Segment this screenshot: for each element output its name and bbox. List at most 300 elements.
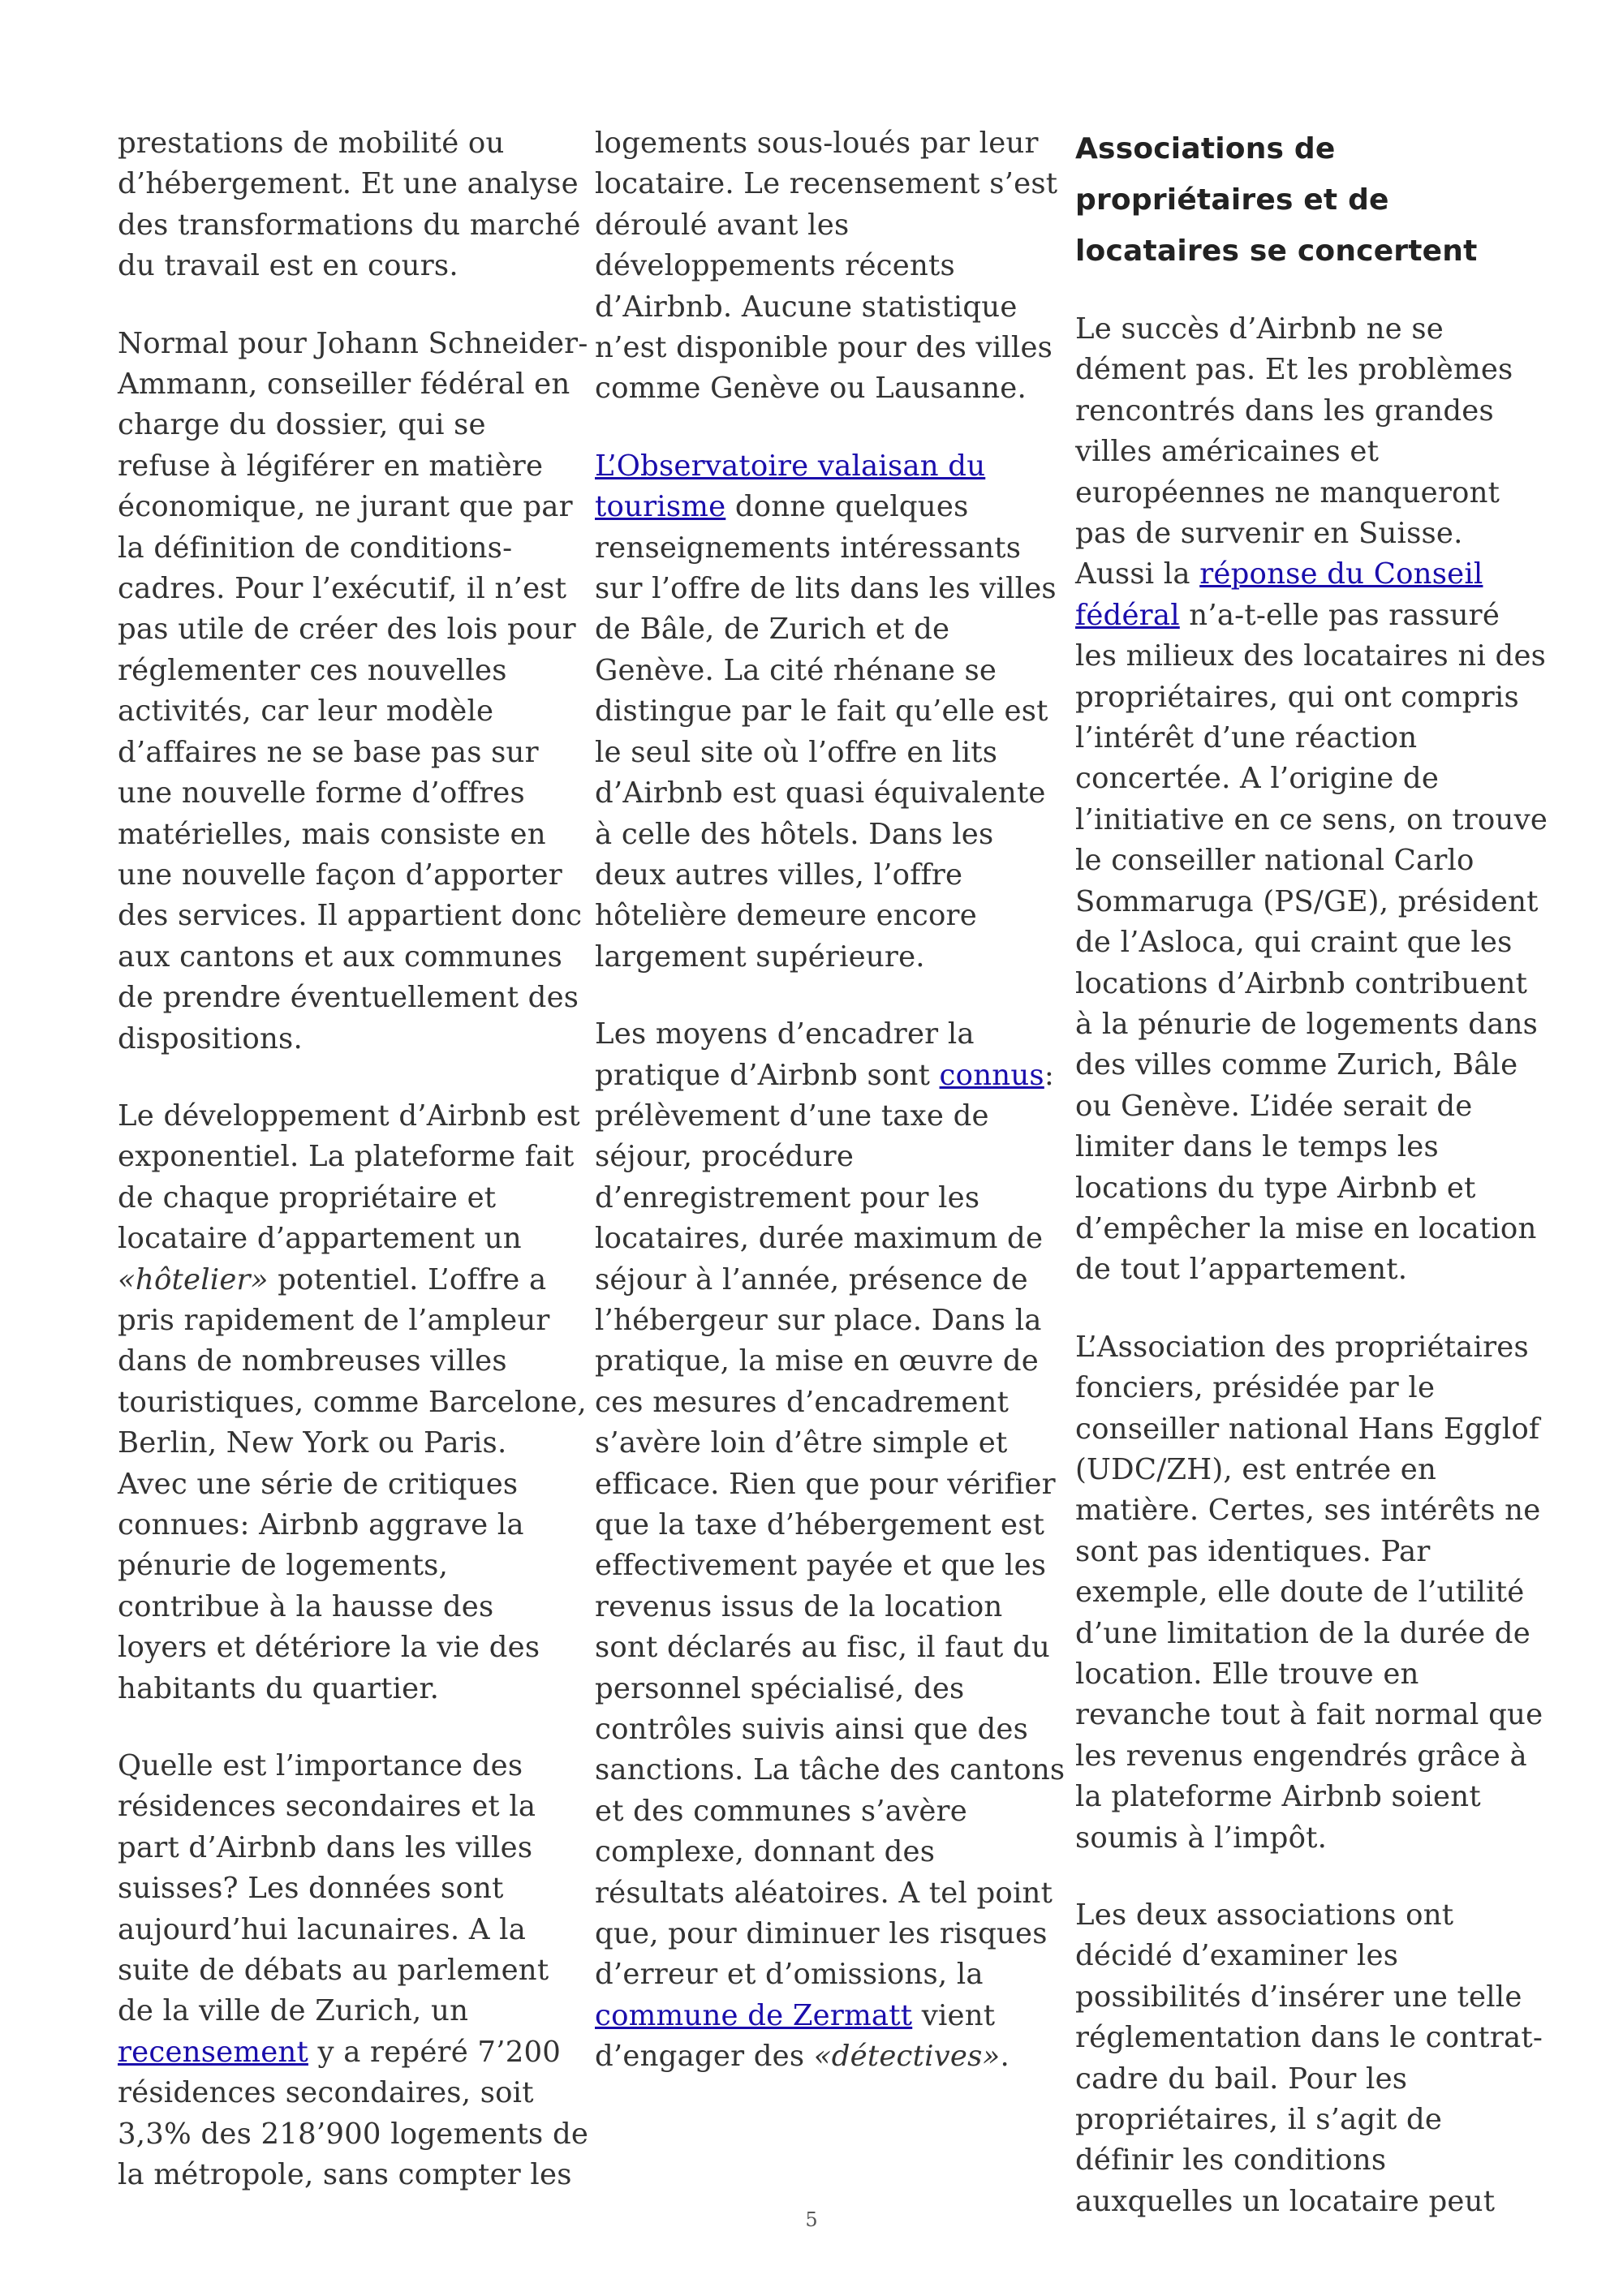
text-line xyxy=(595,1423,1040,1464)
text-segment: dispositions. xyxy=(118,1021,303,1056)
text-segment: séjour, procédure xyxy=(595,1140,855,1174)
text-line xyxy=(1075,882,1539,922)
text-line xyxy=(1075,226,1526,277)
text-line xyxy=(595,937,1040,978)
text-line xyxy=(1075,1450,1526,1490)
text-line xyxy=(118,205,581,246)
text-segment: de Bâle, de Zurich et de xyxy=(595,613,950,647)
text-segment: logements sous-loués par leur xyxy=(595,127,1039,160)
text-line xyxy=(595,205,1040,246)
text-segment: possibilités d’insérer une telle xyxy=(1075,1980,1522,2014)
text-segment: pratique d’Airbnb sont xyxy=(595,1058,940,1092)
text-segment: définir les conditions xyxy=(1075,2143,1387,2178)
text-line xyxy=(1075,1977,1526,2018)
text-segment: de l’Asloca, qui craint que les xyxy=(1075,926,1513,960)
article-column-2 xyxy=(595,123,1065,2114)
text-segment: largement supérieure. xyxy=(595,939,925,974)
paragraph xyxy=(1075,1895,1543,2222)
text-segment: effectivement payée et que les xyxy=(595,1549,1047,1583)
text-segment: sont déclarés au fisc, il faut du xyxy=(595,1631,1050,1665)
text-line xyxy=(118,164,579,204)
text-segment: (UDC/ZH), est entrée en xyxy=(1075,1452,1437,1486)
text-line xyxy=(1075,1045,1526,1086)
text-line xyxy=(595,1341,1040,1382)
text-segment: des transformations du marché xyxy=(118,208,581,242)
text-line xyxy=(118,1991,560,2032)
text-segment: de prendre éventuellement des xyxy=(118,981,579,1015)
text-segment: des villes comme Zurich, Bâle xyxy=(1075,1048,1518,1082)
text-segment: pas utile de créer des lois pour xyxy=(118,613,576,647)
text-segment: locations du type Airbnb et xyxy=(1075,1171,1476,1205)
text-line xyxy=(595,287,1040,328)
text-segment: déroulé avant les xyxy=(595,208,850,242)
text-segment: une nouvelle façon d’apporter xyxy=(118,858,562,892)
text-segment: efficace. Rien que pour vérifier xyxy=(595,1467,1056,1501)
text-line xyxy=(595,733,1040,773)
text-segment: matière. Certes, ses intérêts ne xyxy=(1075,1494,1541,1528)
text-segment: locataire. Le recensement s’est xyxy=(595,167,1058,201)
text-segment: des services. Il appartient donc xyxy=(118,899,583,933)
text-segment: soumis à l’impôt. xyxy=(1075,1821,1328,1855)
text-line xyxy=(595,1382,1040,1423)
text-segment: propriétaires et de xyxy=(1075,183,1389,217)
text-segment: matérielles, mais consiste en xyxy=(118,817,546,851)
text-segment: décidé d’examiner les xyxy=(1075,1939,1399,1973)
text-segment: villes américaines et xyxy=(1075,435,1380,469)
text-line xyxy=(595,691,1048,732)
text-segment: locataire d’appartement un xyxy=(118,1222,522,1256)
text-line xyxy=(118,2114,589,2155)
text-line xyxy=(595,1464,1056,1505)
text-line xyxy=(118,123,560,164)
text-segment: propriétaires, qui ont compris xyxy=(1075,680,1519,714)
text-line xyxy=(118,1669,560,1709)
text-line xyxy=(118,937,563,978)
text-segment: Quelle est l’importance des xyxy=(118,1749,523,1783)
text-line xyxy=(1075,800,1548,841)
text-line xyxy=(595,773,1046,814)
text-line xyxy=(118,1260,560,1301)
text-segment: contrôles suivis ainsi que des xyxy=(595,1713,1029,1747)
text-line xyxy=(118,1341,560,1382)
text-segment: d’engager des xyxy=(595,2040,814,2074)
text-segment: réglementer ces nouvelles xyxy=(118,653,507,687)
text-line xyxy=(1075,1572,1526,1613)
text-segment: contribue à la hausse des xyxy=(118,1589,494,1623)
paragraph xyxy=(118,1096,587,1709)
text-line xyxy=(118,815,560,855)
text-line xyxy=(595,123,1040,164)
text-line xyxy=(595,1914,1048,1954)
text-segment: Avec une série de critiques xyxy=(118,1467,519,1501)
text-line xyxy=(1075,1086,1526,1127)
text-line xyxy=(1075,1777,1526,1817)
italic-text: «détectives» xyxy=(813,2040,1001,2074)
text-line xyxy=(1075,309,1526,350)
text-line xyxy=(595,1587,1040,1627)
text-segment: sanctions. La tâche des cantons xyxy=(595,1753,1065,1787)
text-line xyxy=(118,1828,560,1868)
text-line xyxy=(595,368,1040,409)
text-segment: Associations de xyxy=(1075,132,1336,166)
text-segment: d’Airbnb est quasi équivalente xyxy=(595,776,1046,810)
text-line xyxy=(1075,718,1526,759)
text-line xyxy=(118,405,560,445)
text-line xyxy=(595,896,1040,936)
text-line xyxy=(1075,1490,1541,1531)
text-segment: du travail est en cours. xyxy=(118,249,458,283)
paragraph xyxy=(1075,1327,1543,1859)
text-segment: d’affaires ne se base pas sur xyxy=(118,735,539,769)
text-segment: pas de survenir en Suisse. xyxy=(1075,517,1463,551)
text-segment: L’Association des propriétaires xyxy=(1075,1330,1529,1364)
text-line xyxy=(118,2073,560,2113)
text-line xyxy=(118,1627,560,1668)
text-line xyxy=(595,569,1057,609)
text-segment: sont pas identiques. Par xyxy=(1075,1534,1431,1568)
text-segment: rencontrés dans les grandes xyxy=(1075,393,1494,428)
text-line xyxy=(595,1954,1040,1995)
text-segment: locations d’Airbnb contribuent xyxy=(1075,966,1528,1000)
text-segment: sur l’offre de lits dans les villes xyxy=(595,572,1057,606)
text-line xyxy=(595,1178,1040,1219)
text-segment: y a repéré 7’200 xyxy=(308,2035,562,2069)
text-line xyxy=(1075,1004,1539,1045)
text-line xyxy=(595,246,1040,286)
text-segment: Le développement d’Airbnb est xyxy=(118,1099,580,1133)
text-line xyxy=(595,1505,1045,1546)
text-segment: loyers et détériore la vie des xyxy=(118,1631,540,1665)
text-line xyxy=(595,1996,1040,2036)
text-line xyxy=(1075,1818,1526,1859)
text-line xyxy=(118,1587,560,1627)
text-line xyxy=(1075,841,1526,881)
text-line xyxy=(118,2032,560,2073)
text-line xyxy=(595,1014,1040,1055)
text-segment: l’initiative en ce sens, on trouve xyxy=(1075,802,1548,836)
text-segment: conseiller national Hans Egglof xyxy=(1075,1412,1540,1446)
text-segment: prélèvement d’une taxe de xyxy=(595,1099,989,1133)
text-line xyxy=(595,1709,1040,1750)
text-line xyxy=(118,246,560,286)
inline-link[interactable]: connus xyxy=(939,1058,1044,1092)
text-segment: propriétaires, il s’agit de xyxy=(1075,2103,1443,2137)
paragraph xyxy=(595,1014,1065,2078)
text-line xyxy=(118,1137,575,1177)
text-line xyxy=(595,1669,1040,1709)
text-segment: économique, ne jurant que par xyxy=(118,490,573,524)
text-segment: touristiques, comme Barcelone, xyxy=(118,1385,587,1419)
inline-link[interactable]: commune de Zermatt xyxy=(595,1998,913,2032)
text-line xyxy=(1075,1409,1540,1450)
text-line xyxy=(118,773,560,814)
text-segment: réglementation dans le contrat- xyxy=(1075,2021,1543,2055)
text-line xyxy=(118,691,560,732)
text-line xyxy=(118,1868,560,1909)
text-segment: de chaque propriétaire et xyxy=(118,1180,497,1215)
text-line xyxy=(118,1786,560,1827)
text-line xyxy=(1075,922,1526,963)
text-line xyxy=(1075,554,1526,595)
article-column-3 xyxy=(1075,123,1548,2259)
text-segment: suite de débats au parlement xyxy=(118,1954,549,1988)
text-segment: renseignements intéressants xyxy=(595,531,1022,565)
text-segment: pénurie de logements, xyxy=(118,1549,449,1583)
text-line xyxy=(595,1832,1040,1872)
text-segment: l’intérêt d’une réaction xyxy=(1075,721,1418,755)
text-line xyxy=(1075,1695,1543,1735)
text-segment: limiter dans le temps les xyxy=(1075,1130,1439,1164)
text-line xyxy=(118,1950,560,1991)
text-segment: que, pour diminuer les risques xyxy=(595,1917,1048,1951)
text-line xyxy=(1075,1127,1526,1167)
text-segment: comme Genève ou Lausanne. xyxy=(595,372,1027,406)
text-segment: Berlin, New York ou Paris. xyxy=(118,1426,507,1460)
text-segment: d’erreur et d’omissions, la xyxy=(595,1958,984,1992)
text-segment: activités, car leur modèle xyxy=(118,694,494,729)
text-line xyxy=(118,1910,560,1950)
text-line xyxy=(118,1423,560,1464)
text-line xyxy=(118,609,576,650)
text-line xyxy=(595,164,1058,204)
text-segment: résidences secondaires, soit xyxy=(118,2076,534,2110)
text-segment: d’Airbnb. Aucune statistique xyxy=(595,290,1018,324)
text-segment: les milieux des locataires ni des xyxy=(1075,639,1547,673)
text-segment: aux cantons et aux communes xyxy=(118,939,563,974)
text-segment: Sommaruga (PS/GE), président xyxy=(1075,884,1539,918)
text-line xyxy=(1075,473,1526,514)
text-segment: résidences secondaires et la xyxy=(118,1790,536,1824)
text-line xyxy=(595,487,1040,527)
text-line xyxy=(118,2155,572,2195)
text-line xyxy=(1075,1614,1530,1654)
text-segment: d’enregistrement pour les xyxy=(595,1180,980,1215)
text-segment: fonciers, présidée par le xyxy=(1075,1371,1436,1405)
text-line xyxy=(595,1056,1054,1096)
text-segment: revanche tout à fait normal que xyxy=(1075,1698,1543,1732)
text-segment: refuse à légiférer en matière xyxy=(118,449,544,483)
paragraph xyxy=(118,324,588,1060)
text-line xyxy=(118,528,560,569)
text-segment: part d’Airbnb dans les villes xyxy=(118,1830,533,1864)
text-line xyxy=(118,569,567,609)
text-segment: habitants du quartier. xyxy=(118,1671,440,1705)
text-segment: hôtelière demeure encore xyxy=(595,899,977,933)
inline-link[interactable]: fédéral xyxy=(1075,598,1180,632)
page-number: 5 xyxy=(805,2208,818,2231)
text-line xyxy=(118,651,560,691)
text-line xyxy=(118,487,573,527)
text-line xyxy=(595,1260,1040,1301)
text-segment: de la ville de Zurich, un xyxy=(118,1994,469,2028)
text-line xyxy=(595,1750,1065,1791)
text-segment: n’est disponible pour des villes xyxy=(595,331,1053,365)
paragraph xyxy=(595,446,1057,978)
inline-link[interactable]: recensement xyxy=(118,2035,308,2069)
text-segment: résultats aléatoires. A tel point xyxy=(595,1876,1053,1910)
section-heading xyxy=(1075,123,1526,277)
text-line xyxy=(595,1096,1040,1137)
text-line xyxy=(118,1096,580,1137)
text-segment: européennes ne manqueront xyxy=(1075,475,1500,510)
text-line xyxy=(1075,1249,1526,1290)
text-line xyxy=(1075,1654,1526,1695)
text-segment: complexe, donnant des xyxy=(595,1835,936,1869)
text-segment: Aussi la xyxy=(1075,557,1200,591)
text-segment: distingue par le fait qu’elle est xyxy=(595,694,1048,729)
text-line xyxy=(1075,2140,1526,2181)
text-segment: le conseiller national Carlo xyxy=(1075,844,1474,878)
text-line xyxy=(1075,174,1526,226)
text-line xyxy=(118,855,560,896)
text-segment: d’une limitation de la durée de xyxy=(1075,1616,1530,1650)
text-line xyxy=(1075,1368,1526,1408)
text-line xyxy=(1075,1736,1526,1777)
text-segment: l’hébergeur sur place. Dans la xyxy=(595,1303,1042,1337)
text-segment: la métropole, sans compter les xyxy=(118,2158,572,2192)
text-segment: dément pas. Et les problèmes xyxy=(1075,353,1513,387)
text-line xyxy=(595,651,1040,691)
text-segment: : xyxy=(1044,1058,1054,1092)
paragraph xyxy=(118,1746,589,2195)
text-line xyxy=(118,324,588,364)
text-line xyxy=(1075,1895,1526,1936)
text-line xyxy=(118,978,579,1018)
text-line xyxy=(1075,964,1526,1004)
text-line xyxy=(595,1546,1047,1586)
text-line xyxy=(1075,1327,1529,1368)
text-segment: revenus issus de la location xyxy=(595,1589,1003,1623)
text-line xyxy=(118,1746,560,1786)
text-line xyxy=(118,733,560,773)
inline-link[interactable]: L’Observatoire valaisan du xyxy=(595,449,986,483)
text-segment: les revenus engendrés grâce à xyxy=(1075,1739,1527,1773)
text-line xyxy=(595,855,1040,896)
text-line xyxy=(595,1137,1040,1177)
text-segment: la définition de conditions- xyxy=(118,531,513,565)
text-segment: exponentiel. La plateforme fait xyxy=(118,1140,575,1174)
text-segment: d’hébergement. Et une analyse xyxy=(118,167,579,201)
text-segment: donne quelques xyxy=(725,490,969,524)
text-line xyxy=(118,1382,587,1423)
text-line xyxy=(595,2036,1040,2077)
text-line xyxy=(118,364,570,405)
text-line xyxy=(1075,677,1526,718)
text-segment: vient xyxy=(912,1998,996,2032)
text-segment: n’a-t-elle pas rassuré xyxy=(1179,598,1500,632)
text-segment: pratique, la mise en œuvre de xyxy=(595,1344,1039,1378)
text-segment: développements récents xyxy=(595,249,955,283)
text-segment: . xyxy=(1000,2040,1010,2074)
text-segment: concertée. A l’origine de xyxy=(1075,762,1440,796)
text-line xyxy=(118,1464,560,1505)
text-segment: cadres. Pour l’exécutif, il n’est xyxy=(118,572,567,606)
text-segment: Normal pour Johann Schneider- xyxy=(118,326,588,360)
text-line xyxy=(118,1301,560,1341)
inline-link[interactable]: réponse du Conseil xyxy=(1199,557,1483,591)
text-line xyxy=(1075,2018,1543,2058)
text-line xyxy=(118,1219,560,1259)
text-segment: Les moyens d’encadrer la xyxy=(595,1017,975,1051)
text-line xyxy=(1075,123,1526,174)
text-line xyxy=(1075,1168,1526,1209)
paragraph xyxy=(118,123,581,287)
text-segment: prestations de mobilité ou xyxy=(118,127,505,160)
text-segment: Les deux associations ont xyxy=(1075,1898,1454,1933)
text-line xyxy=(595,1873,1053,1914)
text-segment: le seul site où l’offre en lits xyxy=(595,735,998,769)
paragraph xyxy=(595,123,1058,410)
text-segment: une nouvelle forme d’offres xyxy=(118,776,525,810)
text-line xyxy=(1075,1532,1526,1572)
paragraph xyxy=(1075,309,1548,1291)
text-segment: séjour à l’année, présence de xyxy=(595,1262,1028,1296)
text-line xyxy=(595,1627,1050,1668)
text-segment: à celle des hôtels. Dans les xyxy=(595,817,994,851)
text-segment: pris rapidement de l’ampleur xyxy=(118,1303,550,1337)
text-segment: à la pénurie de logements dans xyxy=(1075,1007,1539,1041)
text-segment: cadre du bail. Pour les xyxy=(1075,2062,1408,2096)
text-segment: de tout l’appartement. xyxy=(1075,1253,1408,1287)
text-segment: Le succès d’Airbnb ne se xyxy=(1075,312,1444,346)
inline-link[interactable]: tourisme xyxy=(595,490,726,524)
text-segment: s’avère loin d’être simple et xyxy=(595,1426,1008,1460)
text-segment: deux autres villes, l’offre xyxy=(595,858,963,892)
italic-text: «hôtelier» xyxy=(118,1262,269,1296)
text-segment: que la taxe d’hébergement est xyxy=(595,1508,1045,1541)
text-segment: et des communes s’avère xyxy=(595,1794,967,1828)
text-line xyxy=(1075,1209,1537,1249)
text-line xyxy=(118,1546,560,1586)
text-segment: ces mesures d’encadrement xyxy=(595,1385,1010,1419)
text-segment: suisses? Les données sont xyxy=(118,1872,504,1906)
text-segment: potentiel. L’offre a xyxy=(268,1262,547,1296)
text-line xyxy=(118,1019,560,1060)
text-segment: locataires se concertent xyxy=(1075,234,1478,268)
text-line xyxy=(1075,514,1526,554)
text-line xyxy=(1075,1936,1526,1976)
text-segment: locataires, durée maximum de xyxy=(595,1222,1044,1256)
text-segment: dans de nombreuses villes xyxy=(118,1344,507,1378)
text-line xyxy=(118,896,583,936)
text-line xyxy=(1075,432,1526,472)
text-line xyxy=(118,446,560,487)
text-line xyxy=(1075,350,1526,390)
text-line xyxy=(1075,2059,1526,2100)
text-segment: 3,3% des 218’900 logements de xyxy=(118,2117,589,2151)
text-line xyxy=(1075,759,1526,799)
text-line xyxy=(595,815,1040,855)
article-column-1 xyxy=(118,123,589,2233)
text-segment: la plateforme Airbnb soient xyxy=(1075,1780,1481,1814)
text-segment: aujourd’hui lacunaires. A la xyxy=(118,1912,527,1946)
text-segment: location. Elle trouve en xyxy=(1075,1658,1419,1691)
text-line xyxy=(595,446,1040,487)
text-line xyxy=(595,1301,1040,1341)
text-line xyxy=(595,528,1040,569)
text-segment: Ammann, conseiller fédéral en xyxy=(118,368,570,402)
text-line xyxy=(1075,2100,1526,2140)
text-line xyxy=(595,1219,1044,1259)
text-segment: exemple, elle doute de l’utilité xyxy=(1075,1576,1525,1610)
text-line xyxy=(118,1505,560,1546)
text-line xyxy=(1075,636,1547,677)
text-segment: Genève. La cité rhénane se xyxy=(595,653,997,687)
text-line xyxy=(118,1178,560,1219)
text-line xyxy=(1075,595,1526,636)
text-line xyxy=(595,609,1040,650)
text-line xyxy=(595,328,1053,368)
